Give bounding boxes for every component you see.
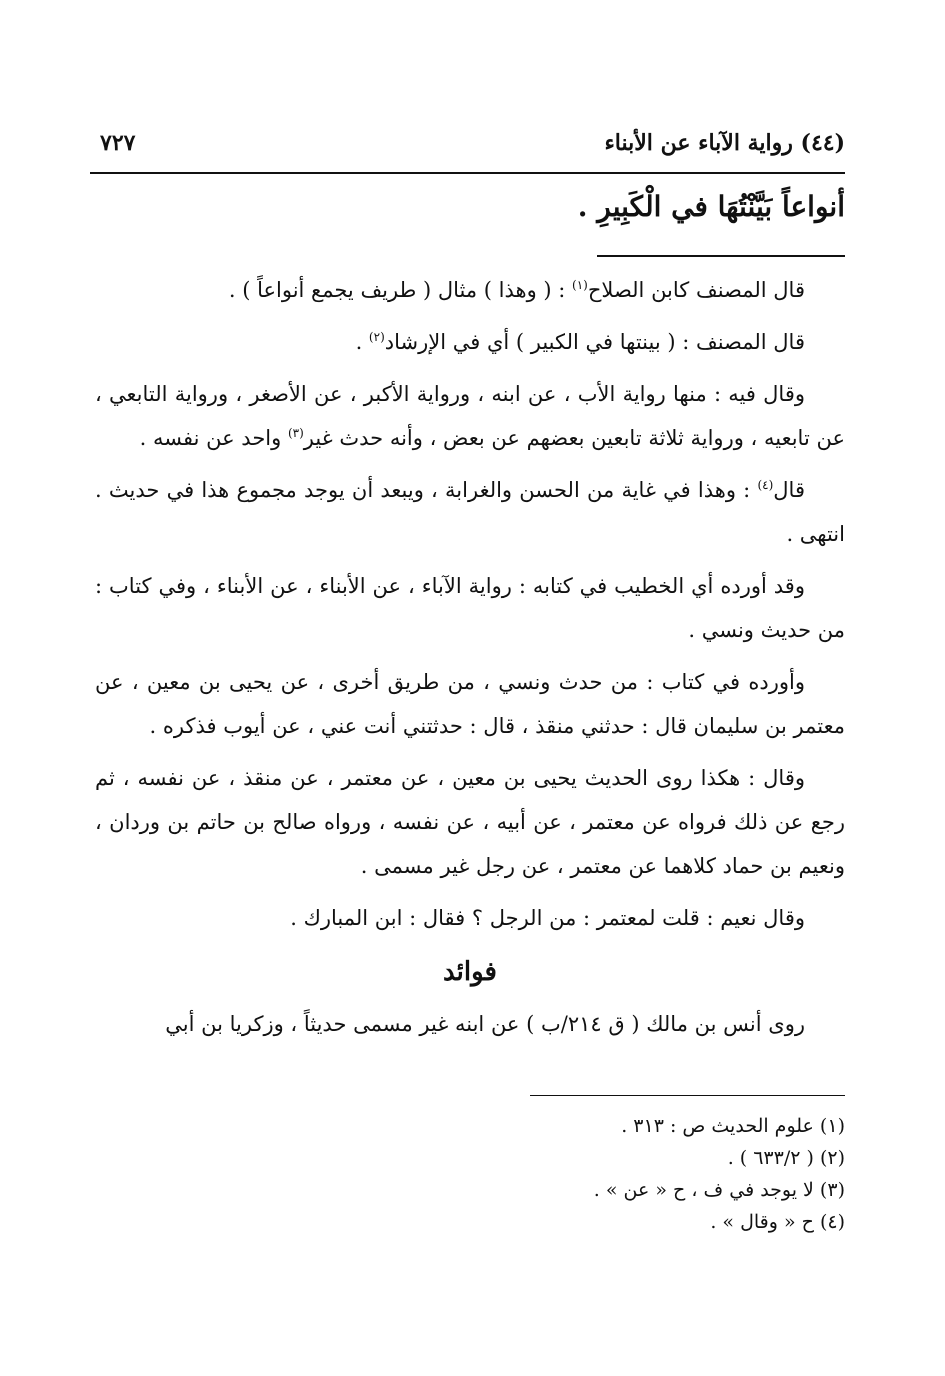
- header-divider: [90, 172, 845, 174]
- paragraph: قال المصنف كابن الصلاح$^{(١)}$ : ( وهذا ) مثال ( طريف يجمع أنواعاً ) .: [228, 278, 805, 302]
- paragraph: وقال نعيم : قلت لمعتمر : من الرجل ؟ فقال : ابن المبارك .: [290, 906, 805, 930]
- footnote: (١) علوم الحديث ص : ٣١٣ .: [621, 1115, 845, 1137]
- paragraph: قال$^{(٤)}$ : وهذا في غاية من الحسن والغرابة ، ويبعد أن يوجد مجموع هذا في حديث . انتهى .: [95, 478, 845, 546]
- running-header: [90, 130, 845, 170]
- footnote: (٤) ح « وقال » .: [710, 1211, 845, 1233]
- section-heading: فوائد: [443, 957, 497, 987]
- footnote: (٣) لا يوجد في ف ، ح « عن » .: [593, 1179, 845, 1201]
- paragraph: روى أنس بن مالك ( ق ٢١٤/ب ) عن ابنه غير مسمى حديثاً ، وزكريا بن أبي: [165, 1012, 805, 1036]
- footnote-divider: [530, 1095, 845, 1096]
- footnote-ref: (٣): [287, 426, 304, 440]
- paragraph: وقال : هكذا روى الحديث يحيى بن معين ، عن معتمر ، عن منقذ ، عن نفسه ، ثم رجع عن ذلك فرواه عن معتمر ، عن أبيه ، عن نفسه ، ورواه صالح بن حاتم بن وردان ، ونعيم بن حماد كلاهما عن معتمر ، عن رجل غير مسمى .: [95, 766, 845, 878]
- page-number: ٧٢٧: [100, 130, 136, 156]
- paragraph: قال المصنف : ( بينتها في الكبير ) أي في الإرشاد$^{(٢)}$ .: [355, 330, 805, 354]
- chapter-title: (٤٤) رواية الآباء عن الأبناء: [604, 130, 845, 156]
- footnotes: [594, 1110, 845, 1238]
- body-text: [95, 268, 845, 1054]
- footnote-ref: (٤): [757, 478, 774, 492]
- paragraph: وقال فيه : منها رواية الأب ، عن ابنه ، ورواية الأكبر ، عن الأصغر ، ورواية التابعي ، عن تابعيه ، ورواية ثلاثة تابعين بعضهم عن بعض ، وأنه حدث غير$^{(٣)}$ واحد عن نفسه .: [95, 382, 845, 450]
- matn-divider: [597, 255, 845, 257]
- paragraph: وأورده في كتاب : من حدث ونسي ، من طريق أخرى ، عن يحيى بن معين ، عن معتمر بن سليمان قال : حدثني منقذ ، قال : حدثتني أنت عني ، عن أيوب فذكره .: [95, 670, 845, 738]
- matn-line: أنواعاً بَيَّنْتُهَا في الْكَبِيرِ .: [577, 190, 845, 223]
- footnote: (٢) ( ٦٣٣/٢ ) .: [727, 1147, 845, 1169]
- paragraph: وقد أورده أي الخطيب في كتابه : رواية الآباء ، عن الأبناء ، عن الأبناء ، وفي كتاب : من حديث ونسي .: [95, 574, 845, 642]
- footnote-ref: (١): [572, 278, 588, 292]
- footnote-ref: (٢): [368, 330, 385, 344]
